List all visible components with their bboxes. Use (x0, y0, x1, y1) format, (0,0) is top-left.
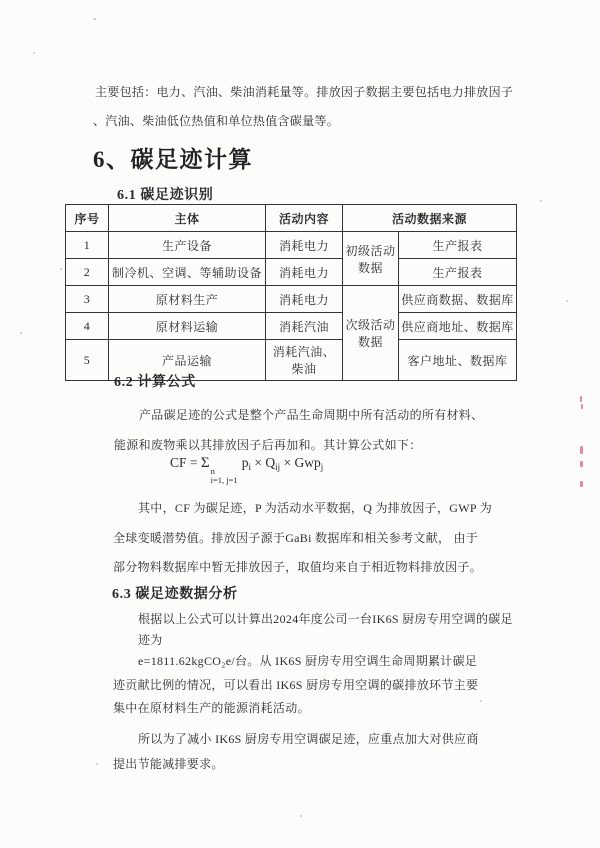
table-row (66, 232, 517, 259)
paragraph-line: 全球变暖潜势值。排放因子源于GaBi 数据库和相关参考文献， 由于 (113, 530, 479, 545)
paragraph-line: 迹为 (138, 633, 163, 647)
scan-redmark (580, 481, 583, 487)
table-header-row (66, 205, 517, 232)
paragraph-line: 迹贡献比例的情况，可以看出 IK6S 厨房专用空调的碳排放环节主要 (113, 677, 479, 692)
paragraph-line: 能源和废物乘以其排放因子后再加和。其计算公式如下： (114, 438, 422, 452)
scan-speck (540, 200, 542, 202)
cell-activity: 消耗电力 (266, 286, 343, 313)
col-header-source: 活动数据来源 (343, 205, 517, 232)
paragraph (113, 650, 478, 721)
paragraph-line: 其中，CF 为碳足迹，P 为活动水平数据，Q 为排放因子，GWP 为 (138, 501, 492, 515)
sigma-lower: i=1, j=1 (210, 474, 238, 485)
intro-paragraph (95, 78, 513, 136)
section-heading-6-3: 6.3 碳足迹数据分析 (112, 587, 238, 602)
scan-speck (96, 763, 98, 765)
cell-subject: 原材料生产 (109, 286, 266, 313)
col-header-activity: 活动内容 (266, 205, 343, 232)
cell-group-secondary: 次级活动数据 (343, 286, 399, 381)
paragraph-line: 主要包括：电力、汽油、柴油消耗量等。排放因子数据主要包括电力排放因子 (95, 85, 514, 99)
cell-no: 2 (66, 259, 109, 286)
paragraph-line: 部分物料数据库中暂无排放因子，取值均来自于相近物料排放因子。 (113, 560, 483, 574)
paragraph (113, 609, 513, 651)
table-row (66, 286, 517, 313)
col-header-subject: 主体 (109, 205, 266, 232)
scan-redmark (580, 461, 583, 467)
cell-activity: 消耗电力 (266, 232, 343, 259)
formula-gwp-sub: j (320, 462, 324, 472)
paragraph (113, 494, 492, 583)
cell-source: 生产报表 (399, 259, 517, 286)
paragraph (113, 727, 479, 777)
paragraph-line: 所以为了减小 IK6S 厨房专用空调碳足迹，应重点加大对供应商 (138, 732, 479, 746)
cell-no: 5 (66, 340, 109, 381)
sigma-upper: n (210, 466, 215, 476)
scan-redmark (581, 404, 583, 409)
cell-no: 1 (66, 232, 109, 259)
cell-subject: 生产设备 (109, 232, 266, 259)
scan-speck (480, 700, 482, 702)
section-heading-6-2: 6.2 计算公式 (114, 375, 196, 390)
paragraph-line: 产品碳足迹的公式是整个产品生命周期中所有活动的所有材料、 (139, 408, 484, 422)
scan-speck (300, 815, 302, 817)
cell-activity: 消耗汽油 (266, 313, 343, 340)
formula-p-sub: i (248, 462, 251, 472)
scan-speck (566, 300, 568, 302)
section-heading-6-1: 6.1 碳足迹识别 (117, 188, 214, 203)
cell-group-primary: 初级活动数据 (343, 232, 399, 286)
scan-redmark (580, 396, 582, 402)
cell-source: 客户地址、数据库 (399, 340, 517, 381)
cell-no: 4 (66, 313, 109, 340)
table-row (66, 313, 517, 340)
cell-no: 3 (66, 286, 109, 313)
cell-subject: 制冷机、空调、等辅助设备 (109, 259, 266, 286)
col-header-no: 序号 (66, 205, 109, 232)
footprint-table-wrapper (65, 204, 517, 381)
paragraph-line: e=1811.62kgCO₂e/台。从 IK6S 厨房专用空调生命周期累计碳足 (138, 654, 478, 668)
formula-p: p (241, 455, 249, 470)
scan-speck (93, 18, 96, 20)
formula-times-q: × Q (250, 455, 276, 470)
formula-lhs: CF = (170, 455, 201, 470)
table-row (66, 259, 517, 286)
scan-speck (60, 268, 62, 270)
cell-source: 生产报表 (399, 232, 517, 259)
cell-activity: 消耗汽油、柴油 (266, 340, 343, 381)
scan-speck (183, 95, 185, 97)
scan-redmark (580, 446, 583, 454)
paragraph-line: 提出节能减排要求。 (113, 757, 224, 771)
chapter-heading: 6、碳足迹计算 (93, 147, 253, 172)
paragraph-line: 根据以上公式可以计算出2024年度公司一台IK6S 厨房专用空调的碳足 (138, 612, 513, 626)
paragraph-line: 集中在原材料生产的能源消耗活动。 (113, 701, 310, 715)
cell-subject: 产品运输 (109, 340, 266, 381)
cell-activity: 消耗电力 (266, 259, 343, 286)
scan-speck (33, 52, 35, 54)
sigma-symbol: Σ (200, 455, 210, 471)
cell-source: 供应商地址、数据库 (399, 313, 517, 340)
cell-source: 供应商数据、数据库 (399, 286, 517, 313)
scan-speck (20, 332, 22, 334)
formula-times-gwp: × Gwp (280, 455, 321, 470)
paragraph-line: 、汽油、柴油低位热值和单位热值含碳量等。 (93, 114, 340, 128)
footprint-identification-table (65, 204, 517, 381)
sigma-limits (211, 467, 238, 484)
formula-q-sub: ij (275, 462, 281, 472)
cell-subject: 原材料运输 (109, 313, 266, 340)
carbon-footprint-formula (170, 455, 323, 484)
paragraph (114, 400, 483, 460)
